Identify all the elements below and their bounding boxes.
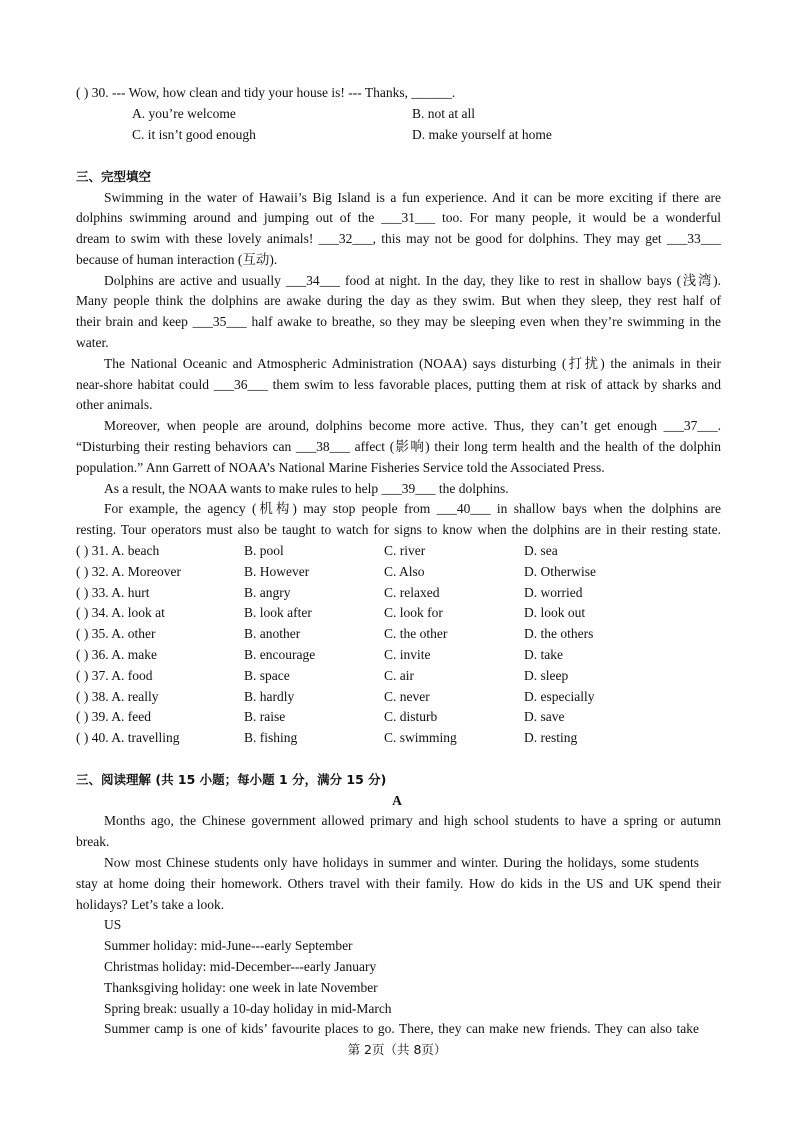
cloze-line: because of human interaction (互动). — [76, 252, 278, 267]
option-37-b: B. space — [244, 668, 290, 683]
reading-line: US — [104, 917, 122, 932]
cloze-line: Swimming in the water of Hawaii’s Big Island is a fun experience. And it can be more exciting if there are — [104, 190, 721, 205]
option-40-a: ( ) 40. A. travelling — [76, 730, 180, 745]
question-30-option-d: D. make yourself at home — [412, 127, 552, 142]
option-39-a: ( ) 39. A. feed — [76, 709, 151, 724]
option-35-a: ( ) 35. A. other — [76, 626, 156, 641]
reading-line: stay at home doing their homework. Others travel with their family. How do kids in the US and UK spend their — [76, 876, 721, 891]
option-33-b: B. angry — [244, 585, 291, 600]
cloze-heading: 三、完型填空 — [76, 169, 152, 184]
option-36-a: ( ) 36. A. make — [76, 647, 157, 662]
option-35-d: D. the others — [524, 626, 594, 641]
reading-line: Christmas holiday: mid-December---early January — [104, 959, 377, 974]
cloze-line: resting. Tour operators must also be taught to watch for signs to know when the dolphins are in their resting state. — [76, 522, 721, 537]
option-37-c: C. air — [384, 668, 414, 683]
option-38-b: B. hardly — [244, 689, 295, 704]
option-35-c: C. the other — [384, 626, 448, 641]
option-36-d: D. take — [524, 647, 563, 662]
option-38-d: D. especially — [524, 689, 595, 704]
option-38-a: ( ) 38. A. really — [76, 689, 159, 704]
question-30-option-a: A. you’re welcome — [132, 106, 236, 121]
cloze-line: their brain and keep ___35___ half awake to breathe, so they may be sleeping even when they’re swimming in the — [76, 314, 721, 329]
option-39-d: D. save — [524, 709, 565, 724]
cloze-line: Dolphins are active and usually ___34___ food at night. In the day, they like to rest in shallow bays (浅湾). — [104, 273, 721, 288]
option-33-a: ( ) 33. A. hurt — [76, 585, 150, 600]
reading-line: Thanksgiving holiday: one week in late November — [104, 980, 378, 995]
cloze-line: The National Oceanic and Atmospheric Administration (NOAA) says disturbing (打扰) the animals in their — [104, 356, 721, 371]
reading-line: break. — [76, 834, 110, 849]
cloze-line: water. — [76, 335, 109, 350]
option-32-d: D. Otherwise — [524, 564, 596, 579]
option-37-d: D. sleep — [524, 668, 569, 683]
option-31-c: C. river — [384, 543, 426, 558]
question-30-option-c: C. it isn’t good enough — [132, 127, 256, 142]
reading-heading: 三、阅读理解 (共 15 小题；每小题 1 分，满分 15 分) — [76, 772, 387, 787]
cloze-line: “Disturbing their resting behaviors can ___38___ affect (影响) their long term health and the health of the dolphin — [76, 439, 721, 454]
option-37-a: ( ) 37. A. food — [76, 668, 153, 683]
cloze-line: Moreover, when people are around, dolphins become more active. Thus, they can’t get enough ___37___. — [104, 418, 721, 433]
option-31-a: ( ) 31. A. beach — [76, 543, 160, 558]
reading-line: Months ago, the Chinese government allowed primary and high school students to have a spring or autumn — [104, 813, 721, 828]
option-32-a: ( ) 32. A. Moreover — [76, 564, 181, 579]
reading-line: Summer camp is one of kids’ favourite places to go. There, they can make new friends. They can also take — [104, 1021, 699, 1036]
cloze-line: For example, the agency (机构) may stop people from ___40___ in shallow bays when the dolphins are — [104, 501, 721, 516]
option-32-b: B. However — [244, 564, 310, 579]
option-40-b: B. fishing — [244, 730, 298, 745]
option-33-c: C. relaxed — [384, 585, 440, 600]
cloze-line: other animals. — [76, 397, 153, 412]
option-36-c: C. invite — [384, 647, 431, 662]
reading-line: Summer holiday: mid-June---early September — [104, 938, 353, 953]
option-36-b: B. encourage — [244, 647, 316, 662]
reading-line: holidays? Let’s take a look. — [76, 897, 225, 912]
cloze-line: dream to swim with these lovely animals! ___32___, this may not be good for dolphins. They may get ___33___ — [76, 231, 721, 246]
question-30-stem: ( ) 30. --- Wow, how clean and tidy your house is! --- Thanks, ______. — [76, 85, 456, 100]
option-35-b: B. another — [244, 626, 301, 641]
cloze-line: Many people think the dolphins are awake during the day as they swim. But when they sleep, they rest half of — [76, 293, 721, 308]
option-34-b: B. look after — [244, 605, 312, 620]
option-34-d: D. look out — [524, 605, 586, 620]
option-38-c: C. never — [384, 689, 430, 704]
page-footer: 第 2页（共 8页） — [347, 1042, 447, 1057]
option-40-c: C. swimming — [384, 730, 457, 745]
option-31-b: B. pool — [244, 543, 284, 558]
question-30-option-b: B. not at all — [412, 106, 475, 121]
option-40-d: D. resting — [524, 730, 578, 745]
cloze-line: dolphins swimming around and jumping out of the ___31___ too. For many people, it would be a wonderful — [76, 210, 721, 225]
option-31-d: D. sea — [524, 543, 558, 558]
reading-line: Spring break: usually a 10-day holiday in mid-March — [104, 1001, 392, 1016]
cloze-line: As a result, the NOAA wants to make rules to help ___39___ the dolphins. — [104, 481, 509, 496]
option-33-d: D. worried — [524, 585, 583, 600]
cloze-line: near-shore habitat could ___36___ them swim to less favorable places, putting them at risk of attack by sharks and — [76, 377, 721, 392]
option-39-b: B. raise — [244, 709, 286, 724]
cloze-line: population.” Ann Garrett of NOAA’s National Marine Fisheries Service told the Associated Press. — [76, 460, 605, 475]
option-34-c: C. look for — [384, 605, 443, 620]
option-32-c: C. Also — [384, 564, 425, 579]
reading-line: Now most Chinese students only have holidays in summer and winter. During the holidays, some students — [104, 855, 699, 870]
option-34-a: ( ) 34. A. look at — [76, 605, 165, 620]
reading-section-title: A — [392, 793, 402, 808]
option-39-c: C. disturb — [384, 709, 438, 724]
